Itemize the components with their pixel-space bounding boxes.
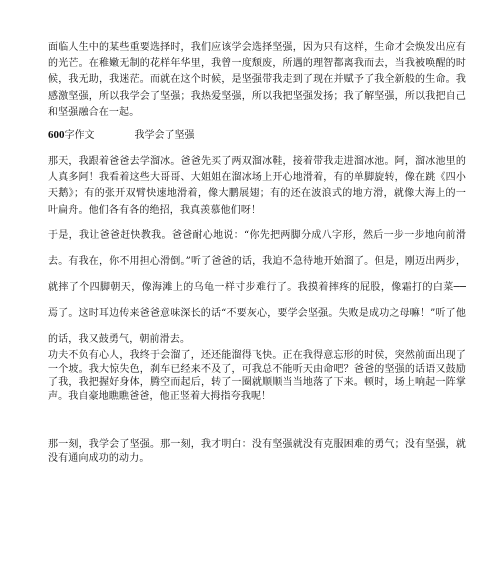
body-paragraph-1: 那天，我跟着爸爸去学溜冰。爸爸先买了两双溜冰鞋，接着带我走进溜冰池。阿，溜冰池里的人真多阿！我看着这些大哥哥、大姐姐在溜冰场上开心地滑着，有的单脚旋转，像在跳《四小天鹅》；有的张开双臂快速地滑着，像大鹏展翅；有的还在波浪式的地方滑，就像大海上的一叶扁舟。他们各有各的绝招，我真羡慕他们呀！ <box>48 156 466 216</box>
essay-heading <box>48 128 195 143</box>
paragraph-block-2 <box>48 223 466 353</box>
paragraph-block-1 <box>48 154 466 219</box>
paragraph-block-3 <box>48 349 466 403</box>
intro-paragraph: 面临人生中的某些重要选择时，我们应该学会选择坚强，因为只有这样，生命才会焕发出应有的光芒。在稚嫩无制的花样年华里，我曾一度颓废，所遇的理智都离我而去，当我被唤醒的时候，我无助，我迷茫。而就在这个时候，是坚强带我走到了现在并赋予了我全新般的生命。我感激坚强，所以我学会了坚强；我热爱坚强，所以我把坚强发扬；我了解坚强，所以我把自己和坚强融合在一起。 <box>48 42 466 118</box>
essay-word-count: 600 <box>48 129 65 141</box>
intro-paragraph-block <box>48 40 466 121</box>
body-paragraph-4: 那一刻，我学会了坚强。那一刻，我才明白：没有坚强就没有克服困难的勇气；没有坚强，就没有通向成功的动力。 <box>48 439 466 464</box>
body-paragraph-2: 于是，我让爸爸赶快教我。爸爸耐心地说：“你先把两脚分成八字形，然后一步一步地向前滑去。有我在，你不用担心滑倒。”听了爸爸的话，我迫不急待地开始溜了。但是，刚迈出两步，就摔了个四脚朝天，像海滩上的乌龟一样寸步难行了。我摸着摔疼的屁股，像霜打的白菜──焉了。这时耳边传来爸爸意味深长的话“不要灰心，要学会坚强。失败是成功之母嘛！”听了他的话，我又鼓勇气，朝前滑去。 <box>48 230 466 345</box>
essay-title: 我学会了坚强 <box>134 130 195 141</box>
paragraph-block-4 <box>48 438 466 465</box>
body-paragraph-3: 功夫不负有心人，我终于会溜了，还还能溜得飞快。正在我得意忘形的时侯，突然前面出现了一个坡。我大惊失色，刹车已经来不及了，可我总不能听天由命吧？爸爸的坚强的话语又鼓励了我，我把握好身体，腾空而起后，转了一圈就顺顺当当地落了下来。顿时，场上响起一阵掌声。我自豪地瞧瞧爸爸，他正竖着大拇指夸我呢！ <box>48 350 466 402</box>
essay-category: 字作文 <box>64 130 95 141</box>
